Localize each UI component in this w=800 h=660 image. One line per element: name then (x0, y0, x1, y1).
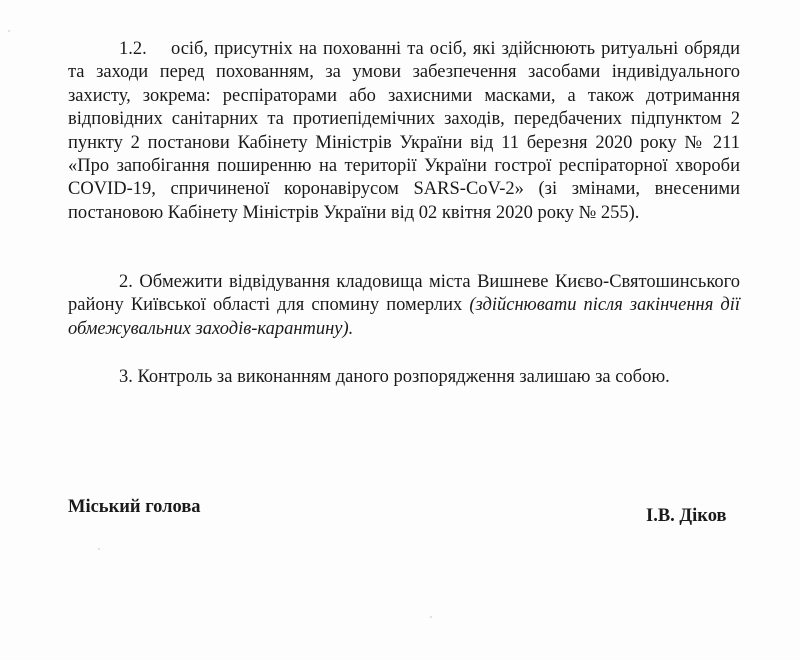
signature-name: І.В. Діков (646, 506, 727, 526)
paragraph-3-text: 3. Контроль за виконанням даного розпорядження залишаю за собою. (119, 367, 670, 387)
scan-speck (98, 548, 100, 550)
paragraph-1-2 (68, 38, 740, 225)
paragraph-2 (68, 271, 740, 341)
scan-speck (430, 616, 432, 618)
paragraph-3 (68, 366, 740, 389)
paragraph-1-2-text: осіб, присутніх на похованні та осіб, які здійснюють ритуальні обряди та заходи перед похованням, за умови забезпечення засобами індивідуального захисту, зокрема: респіраторами або захисними масками, а також дотримання відповідних санітарних та протиепідемічних заходів, передбачених підпунктом 2 пункту 2 постанови Кабінету Міністрів України від 11 березня 2020 року № 211 «Про запобігання поширенню на території України гострої респіраторної хвороби COVID-19, спричиненої коронавірусом SARS-CoV-2» (зі змінами, внесеними постановою Кабінету Міністрів України від 02 квітня 2020 року № 255). (68, 39, 741, 223)
scan-speck (8, 30, 10, 32)
item-number: 1.2. (119, 39, 147, 59)
paragraph-2-italic-note: (здійснювати після закінчення дії обмежувальних заходів-карантину). (68, 295, 740, 339)
paragraph-2-text: 2. Обмежити відвідування кладовища міста Вишневе Києво-Святошинського району Київської області для спомину померлих (68, 272, 740, 316)
signature-position: Міський голова (68, 497, 201, 517)
